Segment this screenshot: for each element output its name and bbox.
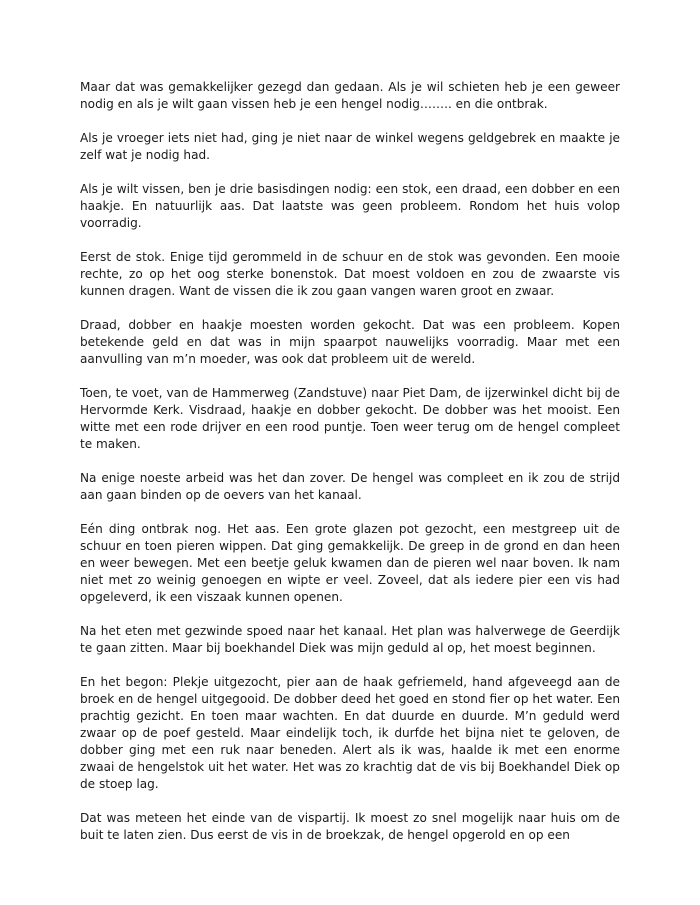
paragraph-1: Maar dat was gemakkelijker gezegd dan gedaan. Als je wil schieten heb je een geweer nodig en als je wilt gaan vissen heb je een hengel nodig…….. en die ontbrak. [80,80,620,111]
paragraph-10: En het begon: Plekje uitgezocht, pier aan de haak gefriemeld, hand afgeveegd aan de broek en de hengel uitgegooid. De dobber deed het goed en stond fier op het water. Een prachtig gezicht. En toen maar wachten. En dat duurde en duurde. M’n geduld werd zwaar op de poef gesteld. Maar eindelijk toch, ik durfde het bijna niet te geloven, de dobber ging met een ruk naar beneden. Alert als ik was, haalde ik met een enorme zwaai de hengelstok uit het water. Het was zo krachtig dat de vis bij Boekhandel Diek op de stoep lag. [80,675,620,791]
paragraph-8: Eén ding ontbrak nog. Het aas. Een grote glazen pot gezocht, een mestgreep uit de schuur en toen pieren wippen. Dat ging gemakkelijk. De greep in de grond en dan heen en weer bewegen. Met een beetje geluk kwamen dan de pieren wel naar boven. Ik nam niet met zo weinig genoegen en wipte er veel. Zoveel, dat als iedere pier een vis had opgeleverd, ik een viszaak kunnen openen. [80,522,620,604]
paragraph-3: Als je wilt vissen, ben je drie basisdingen nodig: een stok, een draad, een dobber en een haakje. En natuurlijk aas. Dat laatste was geen probleem. Rondom het huis volop voorradig. [80,182,620,230]
paragraph-9: Na het eten met gezwinde spoed naar het kanaal. Het plan was halverwege de Geerdijk te gaan zitten. Maar bij boekhandel Diek was mijn geduld al op, het moest beginnen. [80,624,620,655]
paragraph-5: Draad, dobber en haakje moesten worden gekocht. Dat was een probleem. Kopen betekende geld en dat was in mijn spaarpot nauwelijks voorradig. Maar met een aanvulling van m’n moeder, was ook dat probleem uit de wereld. [80,318,620,366]
paragraph-2: Als je vroeger iets niet had, ging je niet naar de winkel wegens geldgebrek en maakte je zelf wat je nodig had. [80,131,620,162]
paragraph-4: Eerst de stok. Enige tijd gerommeld in de schuur en de stok was gevonden. Een mooie rechte, zo op het oog sterke bonenstok. Dat moest voldoen en zou de zwaarste vis kunnen dragen. Want de vissen die ik zou gaan vangen waren groot en zwaar. [80,250,620,298]
paragraph-6: Toen, te voet, van de Hammerweg (Zandstuve) naar Piet Dam, de ijzerwinkel dicht bij de Hervormde Kerk. Visdraad, haakje en dobber gekocht. De dobber was het mooist. Een witte met een rode drijver en een rood puntje. Toen weer terug om de hengel compleet te maken. [80,386,620,451]
document-page [80,79,620,844]
paragraph-7: Na enige noeste arbeid was het dan zover. De hengel was compleet en ik zou de strijd aan gaan binden op de oevers van het kanaal. [80,471,620,502]
paragraph-11: Dat was meteen het einde van de vispartij. Ik moest zo snel mogelijk naar huis om de buit te laten zien. Dus eerst de vis in de broekzak, de hengel opgerold en op een [80,811,620,842]
